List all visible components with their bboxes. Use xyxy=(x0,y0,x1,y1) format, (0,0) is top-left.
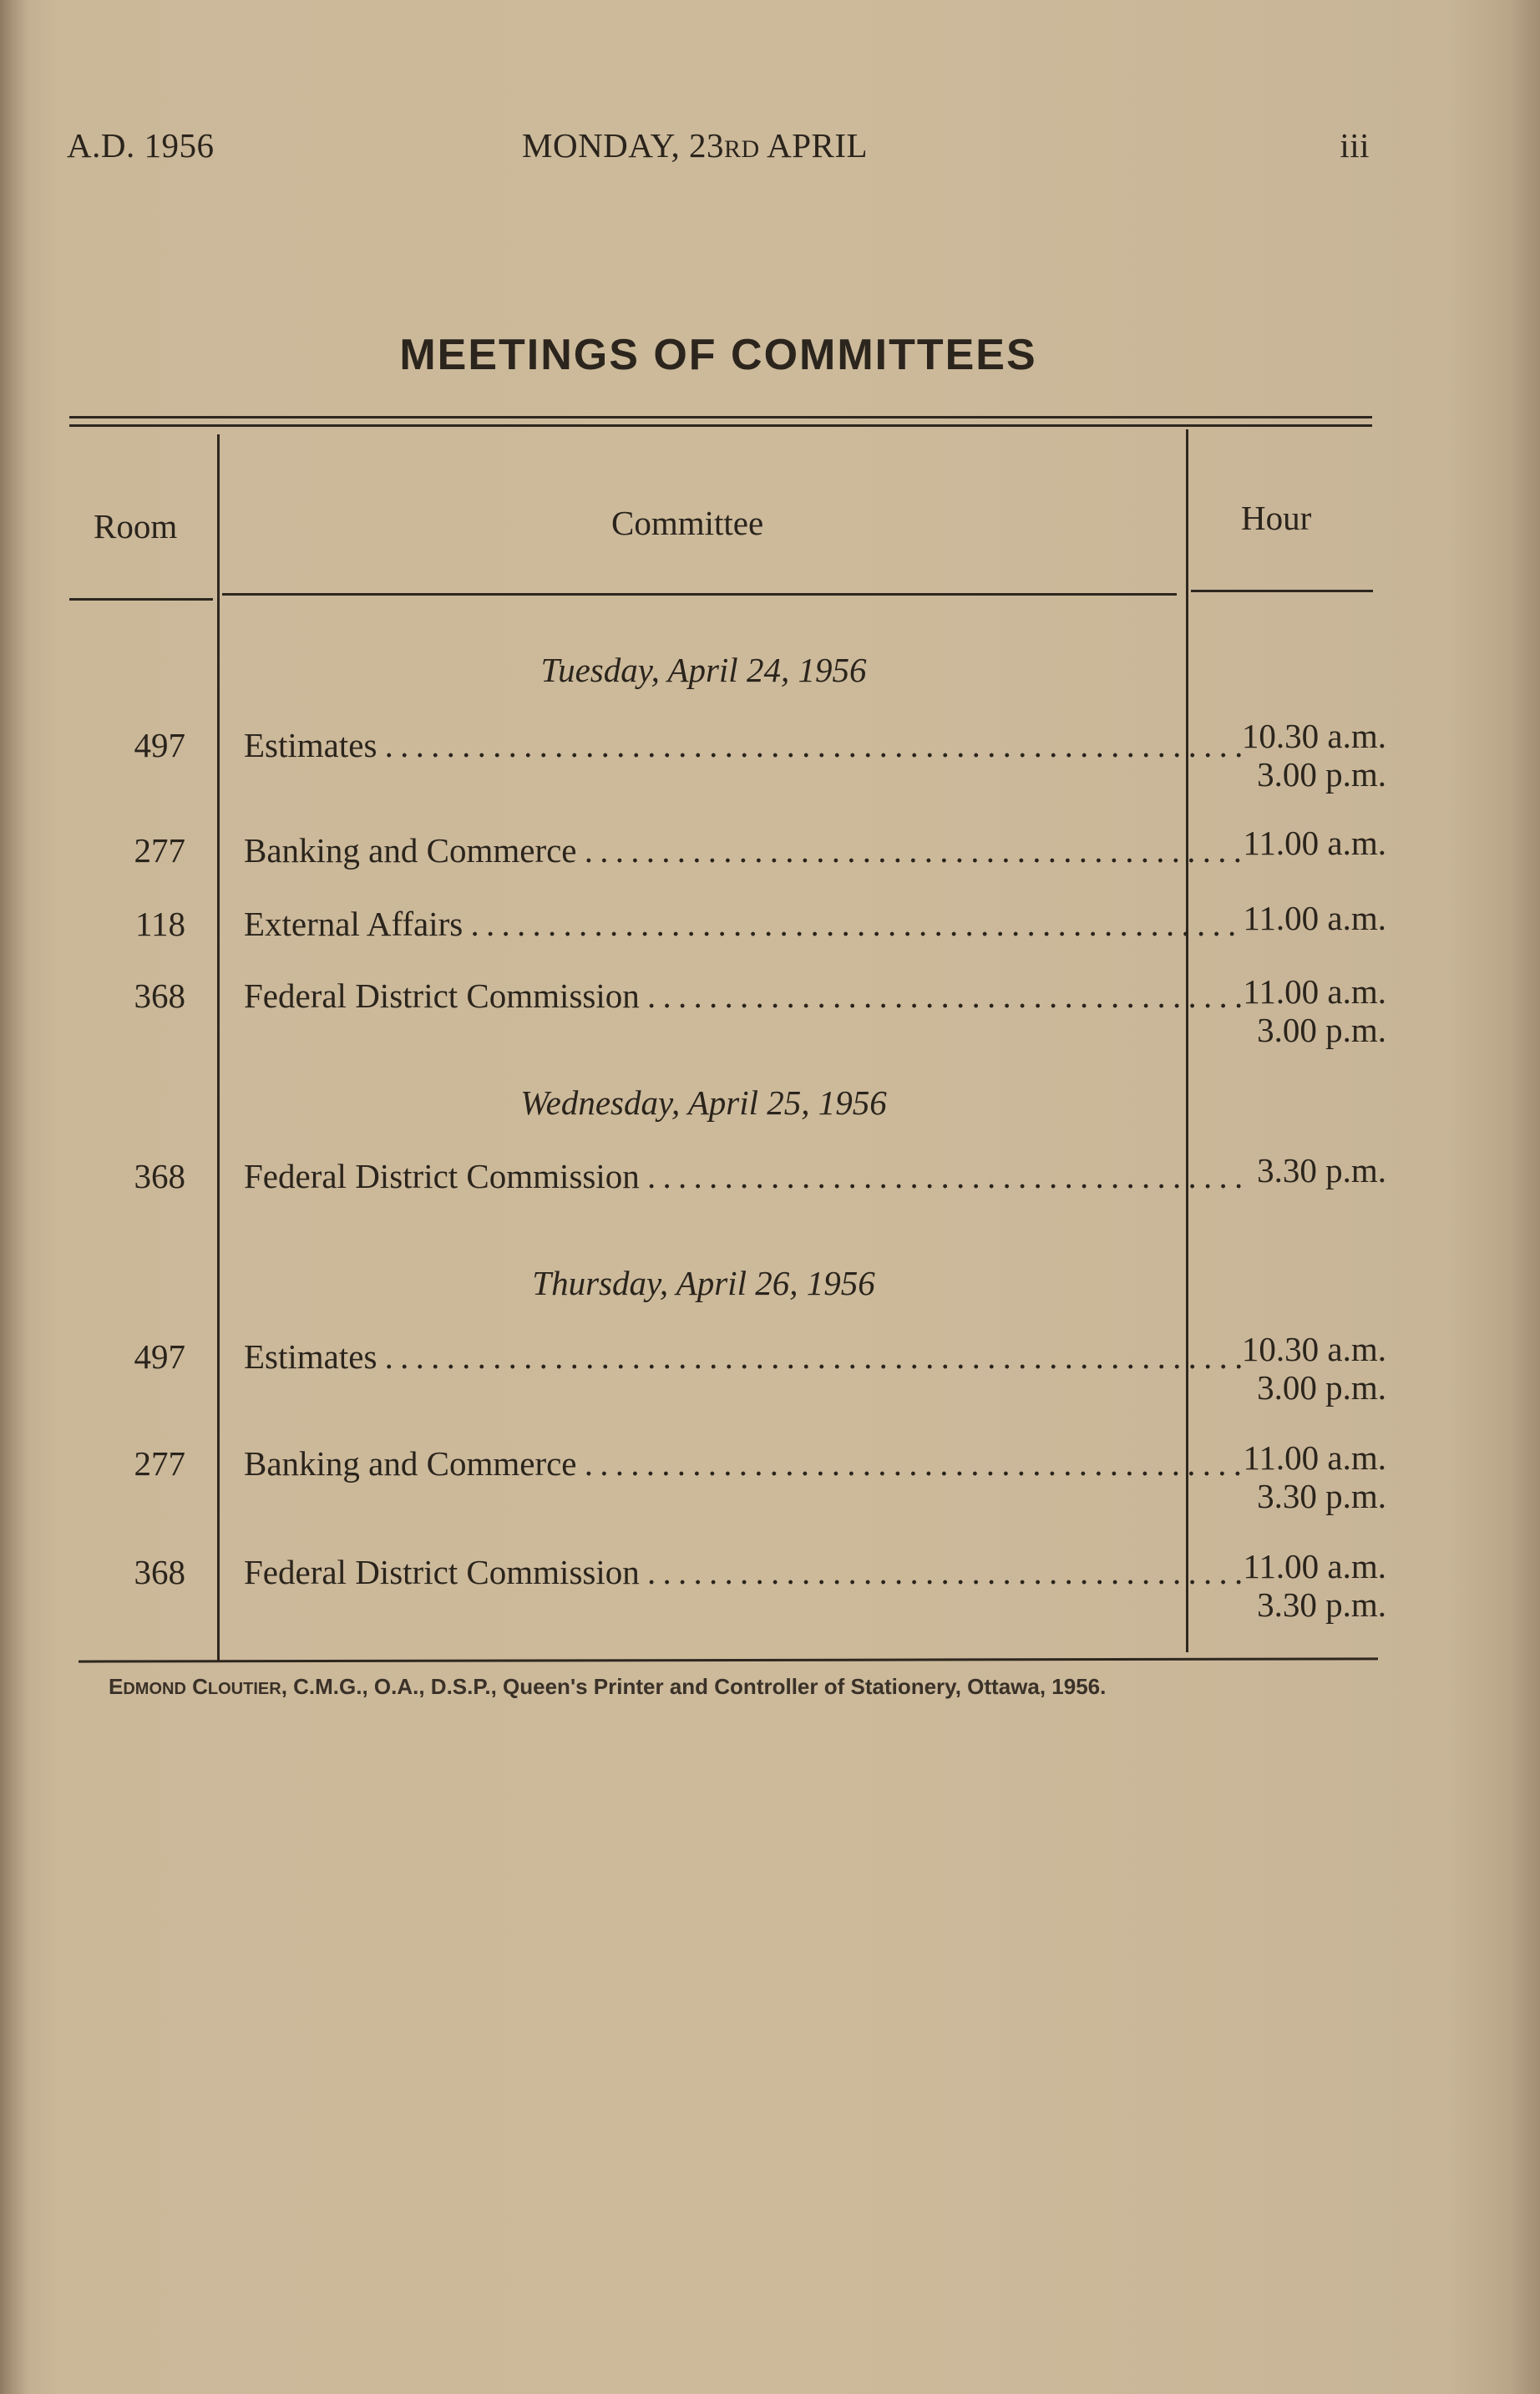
committee-name: Estimates . . . xyxy=(244,1336,1243,1377)
header-rule-room xyxy=(69,598,213,601)
room-number: 118 xyxy=(135,905,185,943)
table-row xyxy=(67,1438,1386,1515)
page-number: iii xyxy=(1340,126,1370,165)
title-rule-bottom xyxy=(69,424,1372,427)
meeting-hour: 10.30 a.m. xyxy=(1241,717,1386,755)
meeting-hour: 3.00 p.m. xyxy=(1257,755,1386,794)
table-row xyxy=(67,972,1386,1049)
committee-name: External Affairs . . . xyxy=(244,904,1243,944)
table-row xyxy=(67,899,1386,954)
meeting-hours xyxy=(1186,899,1386,937)
date-prefix: MONDAY, 23 xyxy=(522,126,724,165)
committee-name: Banking and Commerce . . . xyxy=(244,830,1243,870)
date-month: APRIL xyxy=(759,126,869,165)
room-number: 497 xyxy=(134,1337,185,1376)
day-heading: Tuesday, April 24, 1956 xyxy=(540,651,867,689)
committee-name: Federal District Commission . . . xyxy=(244,1552,1243,1592)
meeting-hours xyxy=(1186,717,1386,794)
room-number: 368 xyxy=(134,976,185,1015)
meeting-hours xyxy=(1186,824,1386,862)
meeting-hour: 3.30 p.m. xyxy=(1257,1477,1386,1515)
committee-name: Federal District Commission . . . xyxy=(244,976,1243,1016)
printer-imprint xyxy=(109,1674,1361,1700)
printer-first-rest: DMOND xyxy=(123,1680,186,1698)
table-row xyxy=(67,717,1386,794)
table-row xyxy=(67,1151,1386,1206)
date-label xyxy=(522,125,868,165)
meeting-hour: 11.00 a.m. xyxy=(1243,824,1386,862)
meeting-hour: 11.00 a.m. xyxy=(1243,972,1386,1011)
meeting-hour: 3.00 p.m. xyxy=(1257,1368,1386,1407)
meeting-hour: 3.30 p.m. xyxy=(1257,1585,1386,1624)
day-heading: Thursday, April 26, 1956 xyxy=(532,1264,875,1302)
header-rule-hour xyxy=(1191,590,1373,592)
meeting-hour: 3.00 p.m. xyxy=(1257,1011,1386,1049)
committee-name: Federal District Commission . . . xyxy=(244,1156,1243,1196)
column-header-committee: Committee xyxy=(611,504,764,542)
meeting-hour: 11.00 a.m. xyxy=(1243,1438,1386,1477)
meeting-hour: 10.30 a.m. xyxy=(1241,1330,1386,1368)
committee-name: Estimates . . . xyxy=(244,725,1243,765)
title-rule-top xyxy=(69,416,1372,418)
room-number: 277 xyxy=(134,831,185,870)
meeting-hours xyxy=(1186,1151,1386,1189)
header-rule-committee xyxy=(222,593,1177,596)
room-number: 277 xyxy=(134,1444,185,1483)
meeting-hours xyxy=(1186,1330,1386,1407)
printer-last-rest: LOUTIER xyxy=(207,1680,281,1698)
table-row xyxy=(67,1330,1386,1407)
running-head xyxy=(67,125,1370,167)
room-number: 368 xyxy=(134,1553,185,1591)
date-suffix: RD xyxy=(723,135,760,163)
room-number: 497 xyxy=(134,726,185,764)
column-header-room: Room xyxy=(94,507,178,545)
day-heading: Wednesday, April 25, 1956 xyxy=(520,1083,887,1122)
meeting-hour: 11.00 a.m. xyxy=(1243,899,1386,937)
meeting-hour: 3.30 p.m. xyxy=(1257,1151,1386,1189)
committee-name: Banking and Commerce . . . xyxy=(244,1443,1243,1484)
meeting-hours xyxy=(1186,1438,1386,1515)
meeting-hour: 11.00 a.m. xyxy=(1243,1547,1386,1585)
printer-last-initial: C xyxy=(192,1674,208,1699)
column-header-hour: Hour xyxy=(1241,499,1312,537)
table-row xyxy=(67,1547,1386,1624)
year-label: A.D. 1956 xyxy=(67,126,215,165)
meeting-hours xyxy=(1186,1547,1386,1624)
meeting-hours xyxy=(1186,972,1386,1049)
printer-credentials: , C.M.G., O.A., D.S.P., Queen's Printer and Controller of Stationery, Ottawa, 1956. xyxy=(281,1674,1107,1699)
page-title: MEETINGS OF COMMITTEES xyxy=(399,331,1037,379)
room-number: 368 xyxy=(134,1157,185,1195)
table-row xyxy=(67,824,1386,880)
printer-first-initial: E xyxy=(109,1674,124,1699)
